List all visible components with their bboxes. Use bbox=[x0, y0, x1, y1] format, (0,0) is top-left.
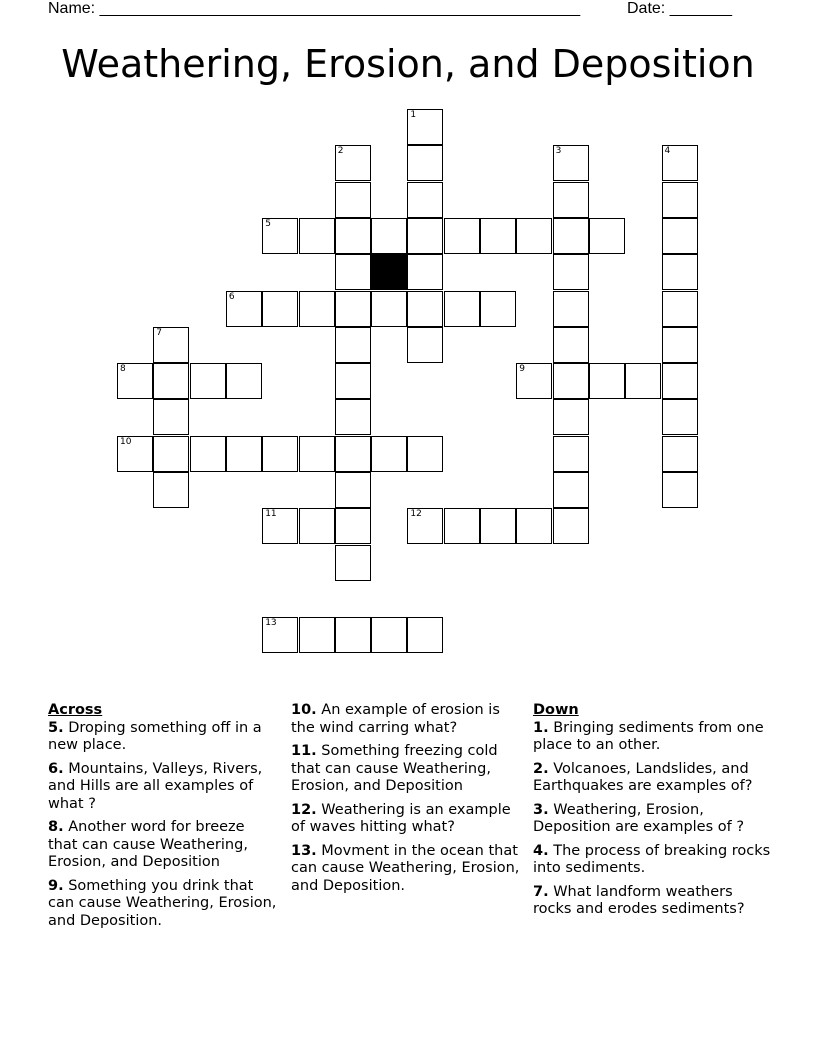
clue-number: 11. bbox=[291, 743, 317, 759]
crossword-cell[interactable] bbox=[407, 109, 443, 145]
crossword-cell[interactable] bbox=[407, 327, 443, 363]
page-title: Weathering, Erosion, and Deposition bbox=[61, 42, 755, 86]
clue-across-11 bbox=[291, 743, 523, 796]
crossword-cell[interactable] bbox=[335, 363, 371, 399]
clue-text: Droping something off in a new place. bbox=[48, 719, 262, 753]
crossword-cell[interactable] bbox=[662, 399, 698, 435]
crossword-cell[interactable] bbox=[662, 327, 698, 363]
crossword-cell[interactable] bbox=[335, 617, 371, 653]
crossword-cell[interactable] bbox=[589, 363, 625, 399]
clue-down-1 bbox=[533, 720, 773, 755]
crossword-cell[interactable] bbox=[662, 145, 698, 181]
clue-text: Something you drink that can cause Weathering, Erosion, and Deposition. bbox=[48, 877, 277, 929]
crossword-cell[interactable] bbox=[262, 617, 298, 653]
clue-text: What landform weathers rocks and erodes sediments? bbox=[533, 883, 745, 917]
crossword-cell[interactable] bbox=[335, 327, 371, 363]
crossword-cell[interactable] bbox=[335, 218, 371, 254]
clue-number: 9. bbox=[48, 877, 64, 894]
cell-number: 5 bbox=[265, 218, 271, 229]
crossword-cell[interactable] bbox=[662, 291, 698, 327]
crossword-cell[interactable] bbox=[407, 182, 443, 218]
clue-text: Bringing sediments from one place to an other. bbox=[533, 719, 764, 753]
crossword-cell[interactable] bbox=[335, 545, 371, 581]
crossword-cell[interactable] bbox=[553, 254, 589, 290]
down-heading: Down bbox=[533, 702, 579, 718]
crossword-cell[interactable] bbox=[299, 218, 335, 254]
clue-down-3 bbox=[533, 802, 773, 837]
crossword-cell[interactable] bbox=[299, 436, 335, 472]
crossword-cell[interactable] bbox=[553, 399, 589, 435]
crossword-cell[interactable] bbox=[662, 182, 698, 218]
clue-text: Mountains, Valleys, Rivers, and Hills are all examples of what ? bbox=[48, 760, 263, 812]
cell-number: 8 bbox=[120, 364, 126, 375]
crossword-cell[interactable] bbox=[153, 399, 189, 435]
clue-text: Another word for breeze that can cause Weathering, Erosion, and Deposition bbox=[48, 819, 248, 870]
clue-text: Something freezing cold that can cause Weathering, Erosion, and Deposition bbox=[291, 743, 498, 794]
cell-number: 3 bbox=[555, 146, 562, 157]
crossword-cell[interactable] bbox=[335, 254, 371, 290]
crossword-cell[interactable] bbox=[153, 472, 189, 508]
clue-down-4 bbox=[533, 843, 773, 878]
clue-number: 1. bbox=[533, 719, 549, 736]
crossword-cell[interactable] bbox=[335, 145, 371, 181]
clue-text: An example of erosion is the wind carring what? bbox=[291, 702, 500, 736]
crossword-cell[interactable] bbox=[662, 436, 698, 472]
crossword-cell[interactable] bbox=[299, 291, 335, 327]
crossword-cell[interactable] bbox=[662, 254, 698, 290]
crossword-cell[interactable] bbox=[516, 218, 552, 254]
clue-number: 12. bbox=[291, 801, 317, 818]
crossword-cell[interactable] bbox=[371, 436, 407, 472]
crossword-cell[interactable] bbox=[589, 218, 625, 254]
name-field-label: Name: ______________________________________________________ bbox=[48, 0, 581, 17]
crossword-cell[interactable] bbox=[444, 218, 480, 254]
blocked-cell bbox=[371, 254, 407, 290]
clue-number: 10. bbox=[291, 702, 317, 718]
crossword-cell[interactable] bbox=[335, 291, 371, 327]
clue-across-8 bbox=[48, 819, 278, 872]
clue-text: Movment in the ocean that can cause Weathering, Erosion, and Deposition. bbox=[291, 842, 520, 894]
clue-number: 8. bbox=[48, 819, 64, 835]
crossword-cell[interactable] bbox=[553, 508, 589, 544]
crossword-cell[interactable] bbox=[553, 291, 589, 327]
crossword-cell[interactable] bbox=[553, 436, 589, 472]
clue-number: 13. bbox=[291, 842, 317, 859]
crossword-cell[interactable] bbox=[371, 617, 407, 653]
cell-number: 4 bbox=[664, 146, 671, 157]
clue-across-12 bbox=[291, 802, 523, 837]
clue-number: 2. bbox=[533, 760, 549, 777]
crossword-cell[interactable] bbox=[335, 436, 371, 472]
crossword-cell[interactable] bbox=[226, 363, 262, 399]
crossword-cell[interactable] bbox=[117, 436, 153, 472]
crossword-cell[interactable] bbox=[262, 218, 298, 254]
crossword-cell[interactable] bbox=[625, 363, 661, 399]
crossword-cell[interactable] bbox=[553, 363, 589, 399]
crossword-cell[interactable] bbox=[335, 508, 371, 544]
crossword-cell[interactable] bbox=[553, 145, 589, 181]
cell-number: 7 bbox=[156, 327, 163, 338]
crossword-cell[interactable] bbox=[407, 145, 443, 181]
cell-number: 6 bbox=[228, 291, 235, 302]
clue-text: Volcanoes, Landslides, and Earthquakes are examples of? bbox=[533, 760, 753, 794]
crossword-cell[interactable] bbox=[662, 218, 698, 254]
crossword-cell[interactable] bbox=[662, 472, 698, 508]
crossword-cell[interactable] bbox=[516, 363, 552, 399]
crossword-cell[interactable] bbox=[299, 617, 335, 653]
crossword-cell[interactable] bbox=[407, 291, 443, 327]
date-field-label: Date: _______ bbox=[627, 0, 732, 17]
crossword-cell[interactable] bbox=[153, 436, 189, 472]
clue-down-7 bbox=[533, 884, 773, 919]
crossword-cell[interactable] bbox=[226, 436, 262, 472]
crossword-cell[interactable] bbox=[335, 399, 371, 435]
cell-number: 9 bbox=[519, 364, 526, 375]
clue-number: 5. bbox=[48, 719, 64, 736]
clue-number: 7. bbox=[533, 883, 549, 900]
crossword-cell[interactable] bbox=[553, 327, 589, 363]
clue-text: Weathering is an example of waves hitting what? bbox=[291, 801, 511, 835]
crossword-cell[interactable] bbox=[262, 436, 298, 472]
crossword-cell[interactable] bbox=[553, 182, 589, 218]
across-clues-column-1 bbox=[48, 702, 278, 936]
crossword-cell[interactable] bbox=[662, 363, 698, 399]
crossword-cell[interactable] bbox=[480, 291, 516, 327]
crossword-cell[interactable] bbox=[335, 472, 371, 508]
clue-text: The process of breaking rocks into sediments. bbox=[533, 842, 771, 876]
cell-number: 1 bbox=[410, 110, 417, 120]
clue-number: 3. bbox=[533, 801, 549, 818]
crossword-cell[interactable] bbox=[407, 436, 443, 472]
crossword-cell[interactable] bbox=[262, 508, 298, 544]
cell-number: 12 bbox=[410, 509, 422, 520]
crossword-cell[interactable] bbox=[553, 472, 589, 508]
across-heading: Across bbox=[48, 702, 103, 718]
across-clues-column-2 bbox=[291, 702, 523, 901]
crossword-cell[interactable] bbox=[190, 363, 226, 399]
cell-number: 11 bbox=[265, 509, 277, 520]
crossword-cell[interactable] bbox=[371, 218, 407, 254]
cell-number: 13 bbox=[265, 618, 277, 629]
clue-down-2 bbox=[533, 761, 773, 796]
crossword-cell[interactable] bbox=[153, 327, 189, 363]
clue-across-9 bbox=[48, 878, 278, 931]
cell-number: 10 bbox=[120, 436, 132, 447]
crossword-cell[interactable] bbox=[480, 508, 516, 544]
crossword-cell[interactable] bbox=[553, 218, 589, 254]
clue-across-13 bbox=[291, 843, 523, 896]
crossword-cell[interactable] bbox=[407, 254, 443, 290]
crossword-cell[interactable] bbox=[444, 508, 480, 544]
clue-number: 4. bbox=[533, 842, 549, 859]
crossword-cell[interactable] bbox=[516, 508, 552, 544]
crossword-cell[interactable] bbox=[335, 182, 371, 218]
crossword-cell[interactable] bbox=[117, 363, 153, 399]
cell-number: 2 bbox=[337, 146, 344, 157]
clue-across-10 bbox=[291, 702, 523, 737]
crossword-cell[interactable] bbox=[480, 218, 516, 254]
clue-across-6 bbox=[48, 761, 278, 814]
crossword-cell[interactable] bbox=[407, 218, 443, 254]
crossword-cell[interactable] bbox=[262, 291, 298, 327]
crossword-cell[interactable] bbox=[407, 617, 443, 653]
crossword-cell[interactable] bbox=[153, 363, 189, 399]
crossword-cell[interactable] bbox=[226, 291, 262, 327]
crossword-cell[interactable] bbox=[371, 291, 407, 327]
crossword-cell[interactable] bbox=[444, 291, 480, 327]
down-clues-column bbox=[533, 702, 773, 925]
clue-number: 6. bbox=[48, 760, 64, 777]
crossword-cell[interactable] bbox=[299, 508, 335, 544]
crossword-cell[interactable] bbox=[407, 508, 443, 544]
clue-text: Weathering, Erosion, Deposition are examples of ? bbox=[533, 801, 745, 835]
crossword-cell[interactable] bbox=[190, 436, 226, 472]
clue-across-5 bbox=[48, 720, 278, 755]
